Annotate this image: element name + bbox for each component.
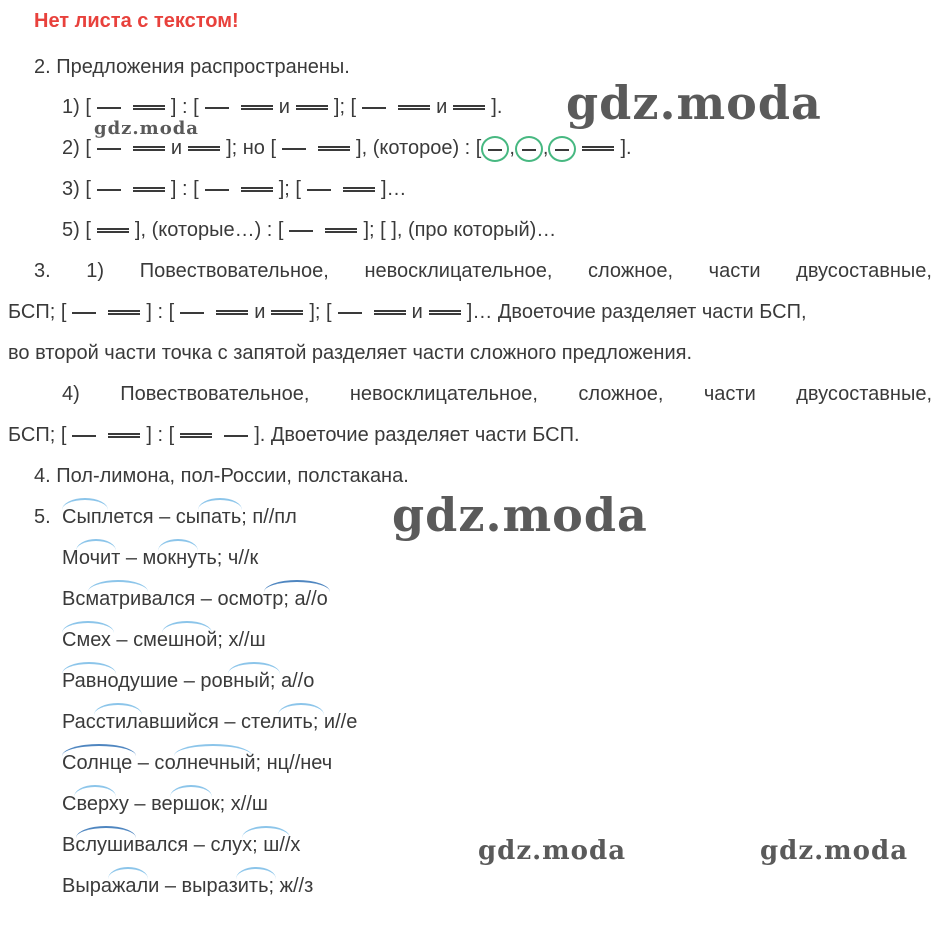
word: двусоставные, — [796, 383, 932, 405]
conj: и — [436, 96, 448, 118]
root-arc-icon — [62, 498, 108, 510]
word-pair-row: Расстилавшийся – стелить; и//е — [62, 711, 358, 733]
root-arc-icon — [162, 621, 212, 633]
root-arc-icon — [94, 703, 142, 715]
task5-number: 5. — [34, 506, 51, 528]
word: части — [703, 383, 756, 405]
scheme-number: 3) — [62, 178, 80, 200]
scheme-text: ], (которое) : [ — [356, 137, 482, 159]
scheme-text: ]; но [ — [226, 137, 277, 159]
word: сложное, — [578, 383, 664, 405]
text: БСП; [ — [8, 424, 67, 446]
task3-p2-line1 — [62, 381, 932, 407]
watermark-logo: gdz.moda — [94, 118, 199, 139]
word-pair-row: Смех – смешной; х//ш — [62, 629, 266, 651]
word: невосклицательное, — [364, 260, 553, 282]
task4: 4. Пол-лимона, пол-России, полстакана. — [34, 465, 409, 487]
root-arc-icon — [62, 621, 114, 633]
circled-subject-icon — [548, 136, 576, 162]
word-pair-row: Выражали – выразить; ж//з — [62, 875, 314, 897]
word: сложное, — [588, 260, 674, 282]
root-arc-icon — [62, 744, 136, 756]
root-arc-icon — [198, 498, 242, 510]
root-arc-icon — [158, 539, 198, 551]
scheme-number: 2) — [62, 137, 80, 159]
root-arc-icon — [174, 744, 252, 756]
scheme-3: 3) [ ] : [ ]; [ ]… — [62, 178, 407, 200]
root-arc-icon — [74, 785, 116, 797]
text: ]… Двоеточие разделяет части БСП, — [466, 301, 807, 323]
task3-p2-line2: БСП; [ ] : [ ]. Двоеточие разделяет части БСП. — [8, 424, 580, 446]
root-arc-icon — [76, 826, 136, 838]
root-arc-icon — [242, 826, 290, 838]
scheme-text: ], (которые…) : [ — [134, 219, 284, 241]
word: Повествовательное, — [139, 260, 329, 282]
task3-p1-line2: БСП; [ ] : [ и ]; [ и ]… Двоеточие разделяет части БСП, — [8, 301, 807, 323]
conj: и — [170, 137, 183, 159]
scheme-number: 1) — [62, 96, 80, 118]
root-arc-icon — [88, 580, 148, 592]
conj: и — [411, 301, 423, 323]
circled-subject-icon — [515, 136, 543, 162]
word-pair-row: Вслушивался – слух; ш//х — [62, 834, 301, 856]
word-pair-row: Солнце – солнечный; нц//неч — [62, 752, 333, 774]
task2-heading: 2. Предложения распространены. — [34, 56, 350, 78]
root-arc-icon — [76, 539, 116, 551]
task3-p1-line1 — [34, 258, 932, 284]
circled-subject-icon — [481, 136, 509, 162]
text: БСП; [ — [8, 301, 67, 323]
word-pair-row: Сверху – вершок; х//ш — [62, 793, 268, 815]
scheme-2: 2) [ и ]; но [ ], (которое) : [ , , ]. — [62, 135, 632, 162]
watermark-logo: gdz.moda — [566, 76, 822, 130]
text: ]. Двоеточие разделяет части БСП. — [254, 424, 580, 446]
watermark-logo: gdz.moda — [478, 836, 627, 866]
root-arc-icon — [62, 662, 116, 674]
word-pair-row: Мочит – мокнуть; ч//к — [62, 547, 259, 569]
word: невосклицательное, — [349, 383, 538, 405]
word: Повествовательное, — [120, 383, 310, 405]
word: 4) — [62, 383, 80, 405]
watermark-logo: gdz.moda — [760, 836, 909, 866]
word-pair-row: Сыплется – сыпать; п//пл — [62, 506, 297, 528]
word: 1) — [86, 260, 105, 282]
task3-p1-line3: во второй части точка с запятой разделяет части сложного предложения. — [8, 342, 693, 364]
root-arc-icon — [236, 867, 276, 879]
scheme-1: 1) [ ] : [ и ]; [ и ]. — [62, 96, 503, 118]
watermark-logo: gdz.moda — [392, 488, 648, 542]
word-pair-row: Равнодушие – ровный; а//о — [62, 670, 315, 692]
scheme-text: ]; [ ], (про который)… — [363, 219, 557, 241]
root-arc-icon — [264, 580, 330, 592]
conj: и — [278, 96, 290, 118]
word: части — [708, 260, 761, 282]
conj: и — [254, 301, 266, 323]
root-arc-icon — [108, 867, 148, 879]
page-title: Нет листа с текстом! — [34, 10, 239, 32]
word: 3. — [34, 260, 51, 282]
root-arc-icon — [170, 785, 212, 797]
scheme-5: 5) [ ], (которые…) : [ ]; [ ], (про который)… — [62, 219, 557, 241]
root-arc-icon — [228, 662, 280, 674]
word-pair-row: Всматривался – осмотр; а//о — [62, 588, 328, 610]
word: двусоставные, — [796, 260, 932, 282]
scheme-number: 5) — [62, 219, 80, 241]
root-arc-icon — [278, 703, 324, 715]
